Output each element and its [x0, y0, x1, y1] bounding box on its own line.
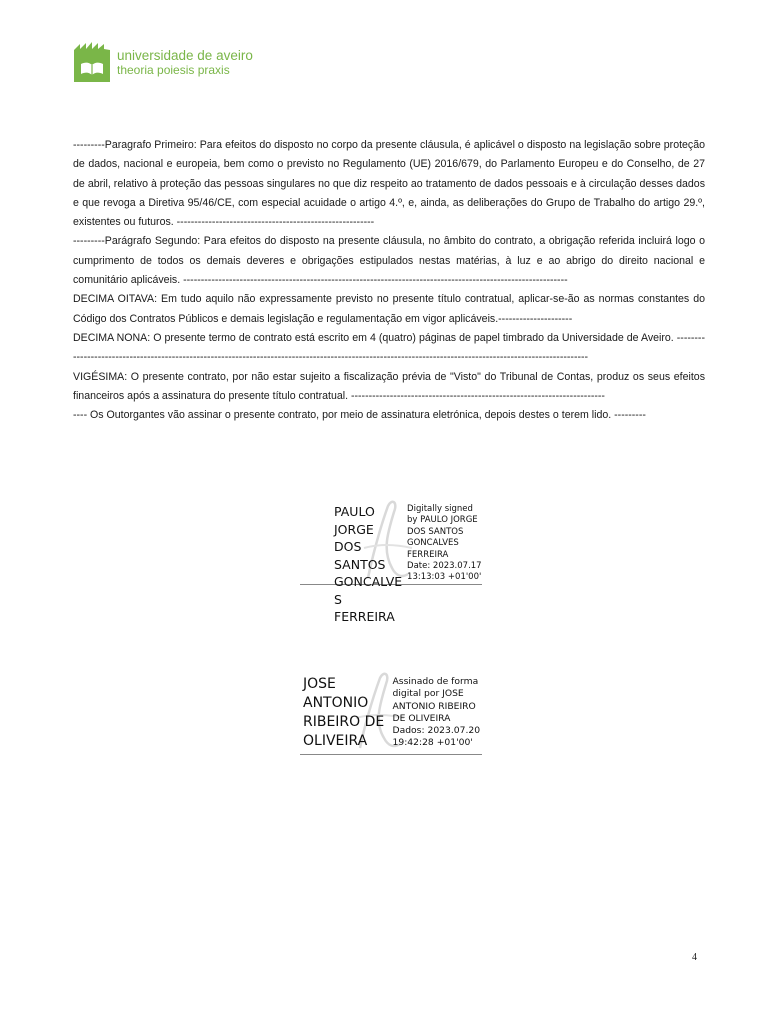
signature-details: Digitally signed by PAULO JORGE DOS SANTOS GONCALVES FERREIRA Date: 2023.07.17 13:13:03 +01'00' [407, 504, 482, 583]
page-number: 4 [692, 952, 697, 963]
clause-decima-nona: DECIMA NONA: O presente termo de contrato está escrito em 4 (quatro) páginas de papel timbrado da Universidade de Aveiro. ---------------------------------------------------------------------------------------------------------------------------------------------------------- [73, 331, 705, 364]
signer-name: JOSE ANTONIO RIBEIRO DE OLIVEIRA [303, 676, 385, 749]
institution-motto: theoria poiesis praxis [117, 63, 230, 77]
clause-vigesima: VIGÉSIMA: O presente contrato, por não estar sujeito a fiscalização prévia de "Visto" do Tribunal de Contas, produz os seus efeitos financeiros após a assinatura do presente título contratual. ------------------------------------------------------------------------ [73, 370, 705, 402]
paragraph-segundo: ---------Parágrafo Segundo: Para efeitos do disposto na presente cláusula, no âmbito do contrato, a obrigação referida incluirá logo o cumprimento de todos os demais deveres e obrigações estipulados nestas matérias, à luz e ao abrigo do direito nacional e comunitário aplicáveis. ------------------------------------------------------------------------------------------------------------- [73, 235, 705, 287]
signer-name: PAULO JORGE DOS SANTOS GONCALVE S FERREIRA [334, 504, 403, 624]
clause-decima-oitava: DECIMA OITAVA: Em tudo aquilo não expressamente previsto no presente título contratual, aplicar-se-ão as normas constantes do Código dos Contratos Públicos e demais legislação e regulamentação em vigor aplicáveis.--------------------- [73, 293, 705, 325]
contract-text [73, 136, 705, 425]
digital-signature-1[interactable] [300, 500, 482, 624]
paragraph-primeiro: ---------Paragrafo Primeiro: Para efeitos do disposto no corpo da presente cláusula, é aplicável o disposto na legislação sobre proteção de dados, nacional e europeia, bem como o previsto no Regulamento (UE) 2016/679, do Parlamento Europeu e do Conselho, de 27 de abril, relativo à proteção das pessoas singulares no que diz respeito ao tratamento de dados pessoais e à circulação desses dados e que revoga a Diretiva 95/46/CE, com especial acuidade o artigo 4.º, e, ainda, as deliberações do Grupo de Trabalho do artigo 29.º, existentes ou futuros. -------------------------------------------------------- [73, 139, 705, 229]
ua-logo-icon [72, 40, 112, 84]
signature-details: Assinado de forma digital por JOSE ANTONIO RIBEIRO DE OLIVEIRA Dados: 2023.07.20 19:42:28 +01'00' [392, 676, 481, 749]
closing-statement: ---- Os Outorgantes vão assinar o presente contrato, por meio de assinatura eletrónica, depois destes o terem lido. --------- [73, 409, 646, 422]
institution-name: universidade de aveiro [117, 48, 253, 63]
digital-signature-2[interactable] [300, 672, 482, 755]
university-logo [72, 40, 253, 84]
